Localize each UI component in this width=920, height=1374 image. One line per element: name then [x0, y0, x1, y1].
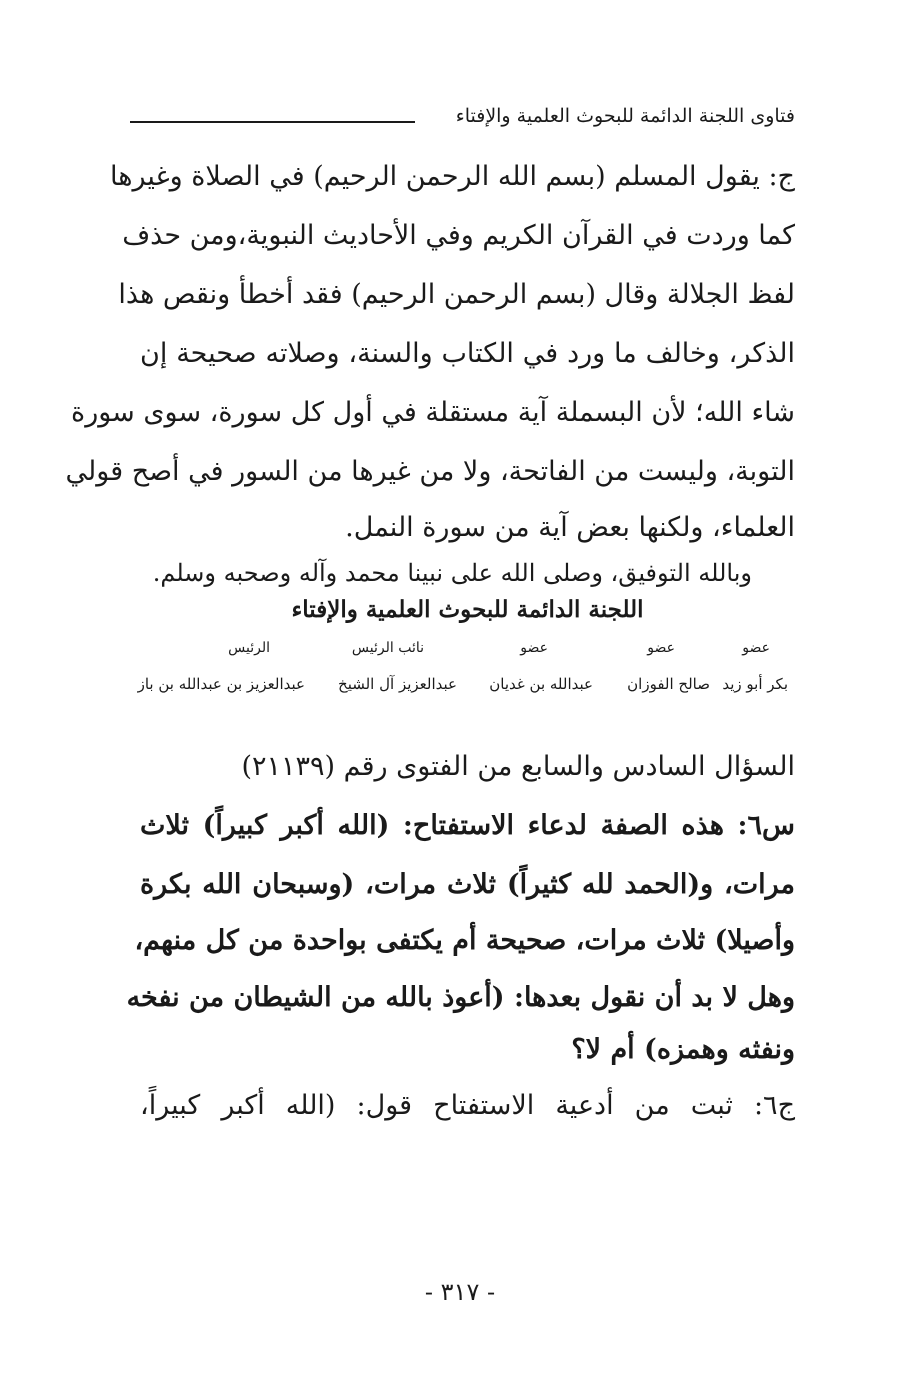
question-6-line-4: وهل لا بد أن نقول بعدها: (أعوذ بالله من الشيطان من نفخه [126, 982, 795, 1013]
answer-5-line-4: الذكر، وخالف ما ورد في الكتاب والسنة، وصلاته صحيحة إن [140, 338, 795, 369]
signature-name-2: صالح الفوزان [627, 675, 710, 693]
answer-5-line-7: العلماء، ولكنها بعض آية من سورة النمل. [345, 512, 795, 543]
question-6-line-1: س٦: هذه الصفة لدعاء الاستفتاح: (الله أكبر كبيراً) ثلاث [140, 810, 795, 841]
question-6-line-5: ونفثه وهمزه) أم لا؟ [571, 1034, 795, 1065]
answer-5-line-5: شاء الله؛ لأن البسملة آية مستقلة في أول كل سورة، سوى سورة [71, 397, 795, 428]
answer-5-line-1: ج: يقول المسلم (بسم الله الرحمن الرحيم) في الصلاة وغيرها [109, 161, 795, 192]
signature-name-1: بكر أبو زيد [722, 675, 788, 693]
answer-5-line-6: التوبة، وليست من الفاتحة، ولا من غيرها من السور في أصح قولي [65, 456, 795, 487]
signature-role-5: الرئيس [228, 640, 270, 656]
question-6-line-2: مرات، و(الحمد لله كثيراً) ثلاث مرات، (وسبحان الله بكرة [140, 869, 795, 900]
signature-name-4: عبدالعزيز آل الشيخ [338, 675, 457, 693]
fatwa-heading: السؤال السادس والسابع من الفتوى رقم (٢١١٣٩) [241, 751, 795, 782]
answer-5-line-3: لفظ الجلالة وقال (بسم الرحمن الرحيم) فقد أخطأ ونقص هذا [118, 279, 795, 310]
page-number: - ٣١٧ - [424, 1278, 496, 1306]
closing-formula: وبالله التوفيق، وصلى الله على نبينا محمد وآله وصحبه وسلم. [152, 559, 752, 587]
signature-role-3: عضو [520, 640, 548, 656]
answer-5-line-2: كما وردت في القرآن الكريم وفي الأحاديث النبوية،ومن حذف [122, 220, 795, 251]
signature-role-4: نائب الرئيس [351, 640, 424, 656]
signature-name-5: عبدالعزيز بن عبدالله بن باز [137, 675, 305, 693]
running-title: فتاوى اللجنة الدائمة للبحوث العلمية والإفتاء [455, 105, 795, 127]
question-6-line-3: وأصيلا) ثلاث مرات، صحيحة أم يكتفى بواحدة من كل منهم، [134, 925, 795, 956]
committee-name: اللجنة الدائمة للبحوث العلمية والإفتاء [291, 596, 644, 623]
signature-name-3: عبدالله بن غديان [489, 675, 593, 693]
signature-role-2: عضو [647, 640, 675, 656]
header-rule [130, 121, 415, 123]
signature-role-1: عضو [742, 640, 770, 656]
answer-6-line-1: ج٦: ثبت من أدعية الاستفتاح قول: (الله أكبر كبيراً، [140, 1090, 795, 1121]
running-header [130, 105, 795, 135]
